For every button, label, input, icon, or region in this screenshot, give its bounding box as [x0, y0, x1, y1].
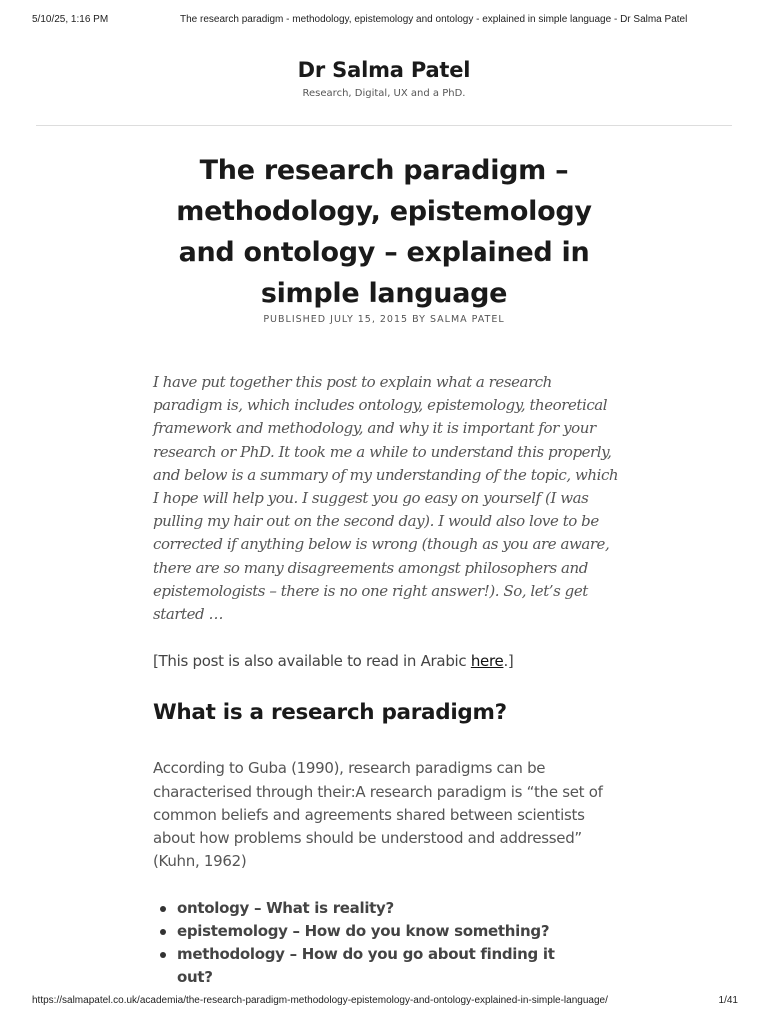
site-description: Research, Digital, UX and a PhD. — [302, 88, 466, 99]
bullet-text: ontology – What is reality? — [177, 899, 394, 918]
list-item — [177, 897, 587, 920]
list-item — [177, 943, 587, 989]
print-footer — [0, 995, 768, 1009]
bullet-dot-icon — [160, 952, 166, 958]
post-title: The research paradigm – methodology, epistemology and ontology – explained in simple language — [176, 155, 592, 309]
arabic-link[interactable]: here — [470, 652, 504, 671]
arabic-note-after: .] — [503, 652, 514, 671]
published-label: PUBLISHED — [263, 314, 327, 325]
print-header — [0, 14, 768, 28]
print-page-number: 1/41 — [718, 995, 738, 1006]
by-label: BY — [412, 314, 426, 325]
arabic-note — [153, 650, 621, 673]
post-meta — [0, 314, 768, 325]
list-item — [177, 920, 587, 943]
print-datetime: 5/10/25, 1:16 PM — [32, 14, 109, 25]
bullet-text: epistemology – How do you know something? — [177, 922, 550, 941]
paradigm-bullet-list — [153, 897, 587, 989]
bullet-text: methodology – How do you go about finding it out? — [177, 945, 555, 987]
post-date-link[interactable]: JULY 15, 2015 — [330, 314, 409, 325]
post-author-link[interactable]: SALMA PATEL — [429, 314, 505, 325]
section-heading: What is a research paradigm? — [153, 700, 507, 726]
print-page-title: The research paradigm - methodology, epistemology and ontology - explained in simple language - Dr Salma Patel — [180, 14, 688, 25]
definition-paragraph: According to Guba (1990), research paradigms can be characterised through their:A research paradigm is “the set of common beliefs and agreements shared between scientists about how problems should be understood and addressed” (Kuhn, 1962) — [153, 759, 603, 871]
bullet-dot-icon — [160, 929, 166, 935]
arabic-note-before: [This post is also available to read in Arabic — [153, 652, 471, 671]
post-content — [153, 371, 621, 989]
print-url: https://salmapatel.co.uk/academia/the-research-paradigm-methodology-epistemology-and-ontology-explained-in-simple-language/ — [32, 995, 608, 1006]
intro-paragraph: I have put together this post to explain what a research paradigm is, which includes ontology, epistemology, theoretical framework and methodology, and why it is important for your research or PhD. It took me a while to understand this properly, and below is a summary of my understanding of the topic, which I hope will help you. I suggest you go easy on yourself (I was pulling my hair out on the second day). I would also love to be corrected if anything below is wrong (though as you are aware, there are so many disagreements amongst philosophers and epistemologists – there is no one right answer!). So, let’s get started … — [153, 373, 619, 624]
site-header — [0, 58, 768, 99]
header-divider — [36, 125, 732, 126]
site-title-link[interactable]: Dr Salma Patel — [297, 58, 471, 82]
bullet-dot-icon — [160, 906, 166, 912]
